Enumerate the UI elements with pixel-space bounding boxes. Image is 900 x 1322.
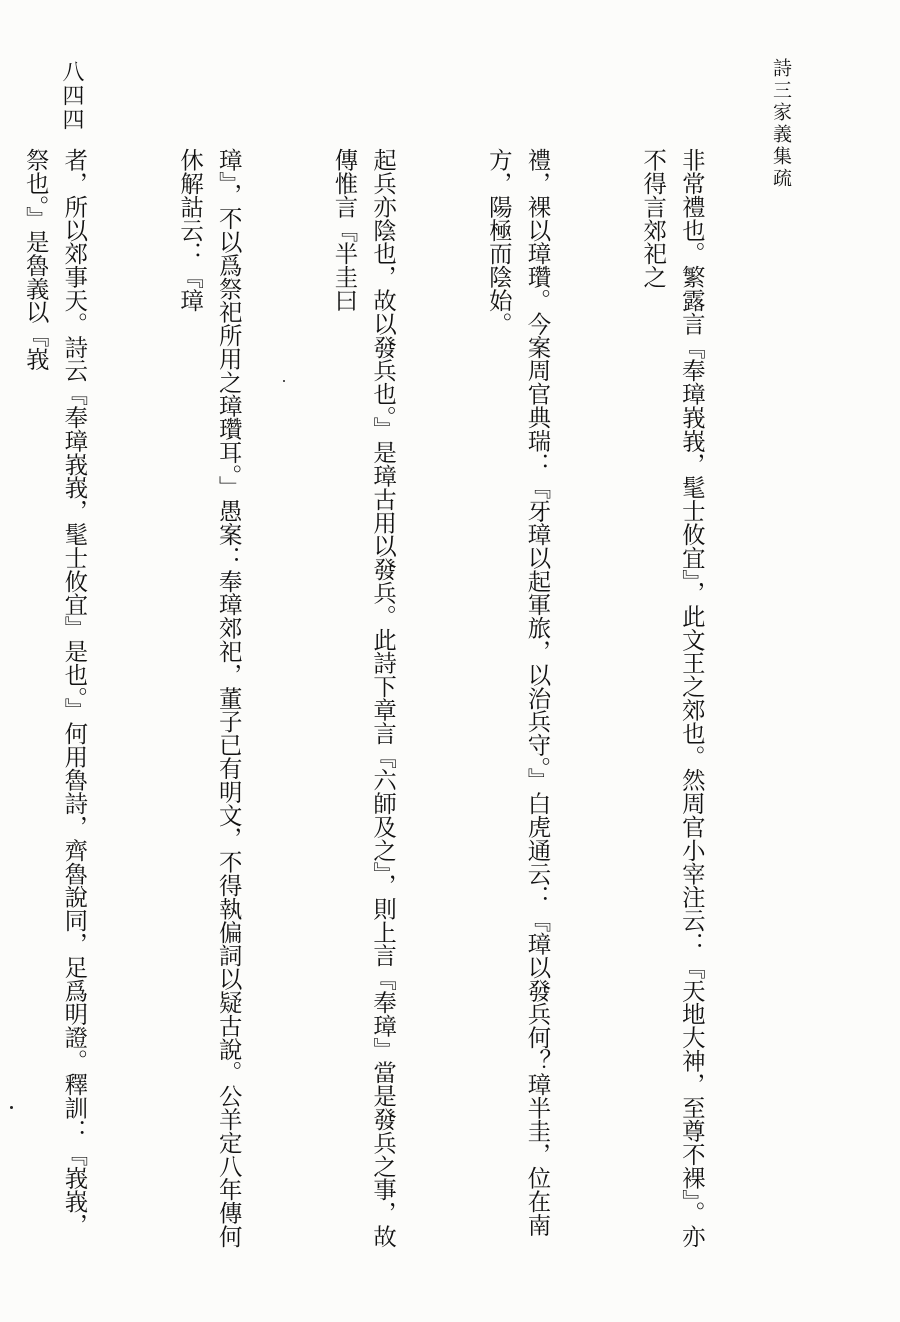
text-column: 禮，裸以璋瓚。今案周官典瑞：『牙璋以起軍旅，以治兵守。』白虎通云：『璋以發兵何？璋半圭，位在南方，陽極而陰始。 [484,148,552,1237]
text-column: 璋』，不以爲祭祀所用之璋瓚耳。」愚案：奉璋郊祀，董子已有明文，不得執偏詞以疑古說。公羊定八年傳何休解詁云：『璋 [176,148,243,1248]
text-column: 起兵亦陰也，故以發兵也。』是璋古用以發兵。此詩下章言『六師及之』，則上言『奉璋』當是發兵之事，故傳惟言『半圭曰 [330,148,398,1248]
vertical-text-body [21,148,788,1253]
text-column: 者，所以郊事天。詩云『奉璋峩峩，髦士攸宜』是也。』何用魯詩，齊魯說同，足爲明證。釋訓：『峩峩，祭也。』是魯義以『峩 [21,148,89,1237]
running-header-title: 詩三家義集疏 [770,58,792,190]
page-number: 八四四 [59,60,84,132]
text-column: 非常禮也。繁露言『奉璋峩峩，髦士攸宜』，此文王之郊也。然周官小宰注云：『天地大神，至尊不裸』。亦不得言郊祀之 [639,148,706,1248]
scan-speck [283,380,285,382]
scan-speck [10,1106,13,1109]
